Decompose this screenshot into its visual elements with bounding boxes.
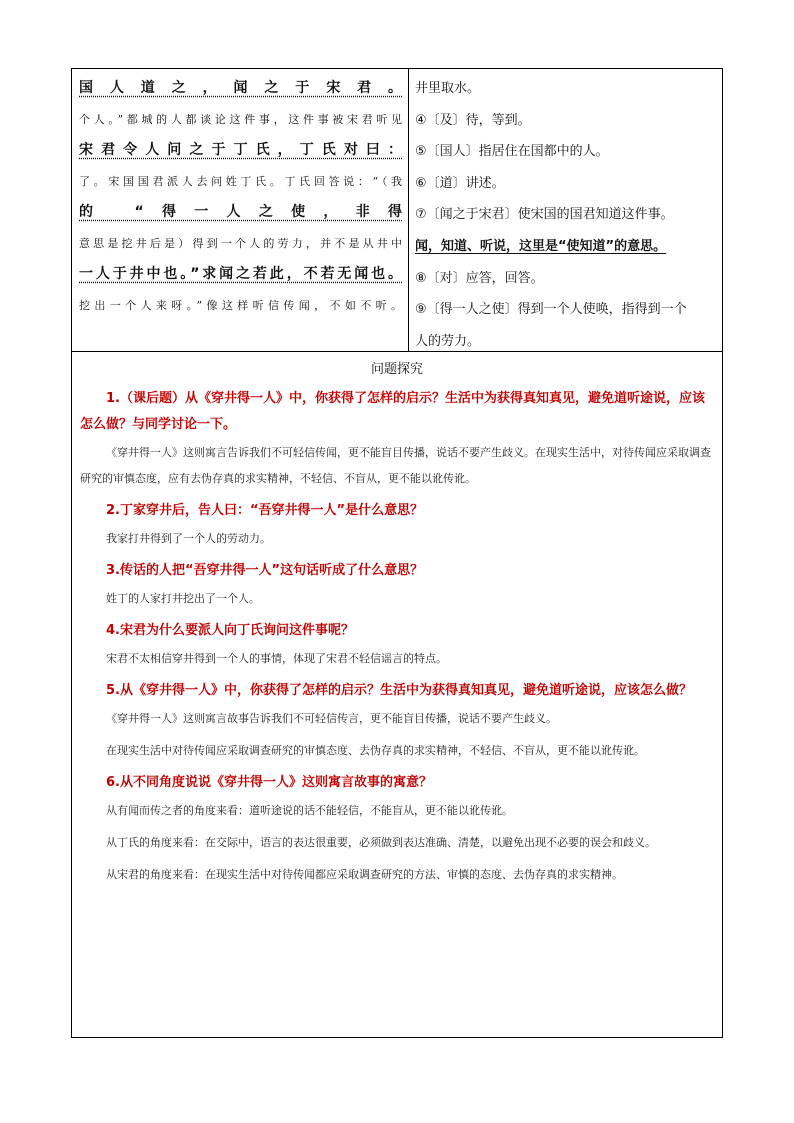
question: 1.（课后题）从《穿井得一人》中，你获得了怎样的启示？生活中为获得真知真见，避免道听途说，应该怎么做？与同学讨论一下。 [80, 391, 705, 432]
answer: 在现实生活中对待传闻应采取调查研究的审慎态度、去伪存真的求实精神，不轻信、不盲从，更不能以讹传讹。 [106, 744, 645, 757]
answer: 姓丁的人家打井挖出了一个人。 [106, 592, 260, 605]
answer: 从有闻而传之者的角度来看：道听途说的话不能轻信，不能盲从，更不能以讹传讹。 [106, 804, 513, 817]
original-text-line: 国人道之，闻之于宋君。 [79, 80, 402, 96]
document-table [71, 68, 723, 1038]
notes-column [409, 69, 722, 351]
annotation-line: ⑤〔国人〕指居住在国都中的人。 [415, 144, 609, 160]
answer: 我家打井得到了一个人的劳动力。 [106, 532, 271, 545]
answer: 《穿井得一人》这则寓言告诉我们不可轻信传闻，更不能盲目传播，说话不要产生歧义。在现实生活中，对待传闻应采取调查研究的审慎态度，应有去伪存真的求实精神，不轻信、不盲从，更不能以讹传讹。 [80, 446, 711, 485]
section-title: 问题探究 [370, 362, 423, 377]
answer: 宋君不太相信穿井得到一个人的事情，体现了宋君不轻信谣言的特点。 [106, 652, 447, 665]
qa-list [80, 386, 714, 888]
translation-line: 意思是挖井后是）得到一个人的劳力，并不是从井中 [79, 237, 402, 250]
question: 5.从《穿井得一人》中，你获得了怎样的启示？生活中为获得真知真见，避免道听途说，应该怎么做？ [106, 683, 692, 698]
question-section [72, 352, 722, 894]
original-text-line: 一人于井中也。”求闻之若此，不若无闻也。 [79, 266, 402, 282]
translation-line: 挖出一个人来呀。”像这样听信传闻，不如不听。 [79, 299, 402, 312]
annotation-line: ④〔及〕待，等到。 [415, 112, 531, 128]
annotation-line: ⑧〔对〕应答，回答。 [415, 270, 544, 286]
question: 3.传话的人把“吾穿井得一人”这句话听成了什么意思？ [106, 563, 424, 578]
answer: 从宋君的角度来看：在现实生活中对待传闻都应采取调查研究的方法、审慎的态度、去伪存真的求实精神。 [106, 868, 623, 881]
answer: 从丁氏的角度来看：在交际中，语言的表达很重要，必须做到表达准确、清楚，以避免出现不必要的误会和歧义。 [106, 836, 656, 849]
annotation-line: 井里取水。 [415, 81, 481, 96]
annotation-line: ⑨〔得一人之使〕得到一个人使唤，指得到一个 [415, 302, 687, 318]
question: 2.丁家穿井后，告人曰：“吾穿井得一人”是什么意思？ [106, 503, 424, 518]
answer: 《穿井得一人》这则寓言故事告诉我们不可轻信传言，更不能盲目传播，说话不要产生歧义。 [106, 712, 557, 725]
question: 6.从不同角度说说《穿井得一人》这则寓言故事的寓意？ [106, 775, 432, 790]
original-text-line: 宋君令人问之于丁氏，丁氏对曰： [79, 142, 402, 158]
annotation-line: 闻，知道、听说，这里是“使知道”的意思。 [415, 238, 667, 254]
original-text-line: 的 “得一人之使，非得 [79, 204, 402, 220]
translation-line: 个人。”都城的人都谈论这件事，这件事被宋君听见 [79, 113, 402, 126]
question: 4.宋君为什么要派人向丁氏询问这件事呢？ [106, 623, 354, 638]
annotation-line: ⑥〔道〕讲述。 [415, 175, 505, 191]
annotation-line: 人的劳力。 [415, 333, 481, 349]
original-text-column [72, 69, 409, 351]
translation-line: 了。宋国国君派人去问姓丁氏。丁氏回答说：“（我 [79, 175, 402, 188]
annotation-line: ⑦〔闻之于宋君〕使宋国的国君知道这件事。 [415, 207, 674, 223]
